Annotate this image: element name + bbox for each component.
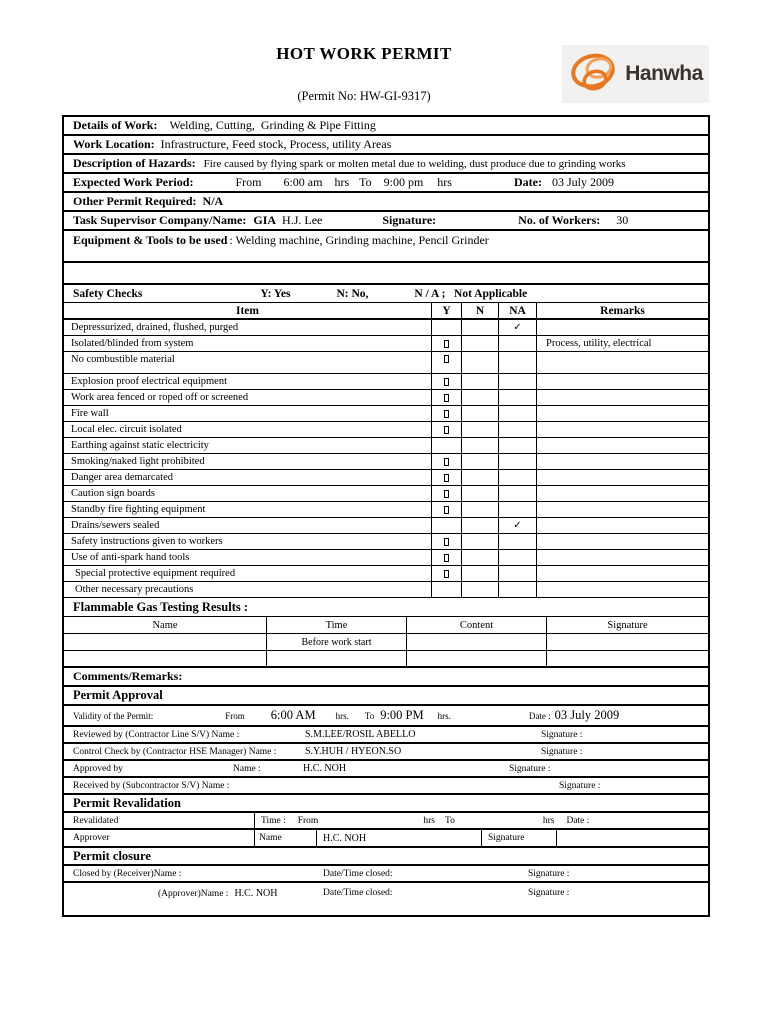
safety-item-label: Use of anti-spark hand tools: [64, 550, 432, 565]
safety-remarks: [537, 470, 708, 485]
y-checkbox: [432, 320, 462, 335]
safety-remarks: [537, 550, 708, 565]
safety-item-label: No combustible material: [64, 352, 432, 373]
gas-content-cell: [407, 651, 547, 666]
y-checkbox: [432, 582, 462, 597]
closure-signature-label: Signature :: [528, 868, 570, 879]
validity-to-value: 9:00 PM: [380, 708, 424, 722]
safety-item-label: Isolated/blinded from system: [64, 336, 432, 351]
work-location-value: Infrastructure, Feed stock, Process, utility Areas: [160, 137, 392, 151]
approver-row: [64, 830, 708, 848]
na-checkbox: [499, 534, 537, 549]
approver-name-label: Name: [255, 830, 317, 846]
safety-item-label: Depressurized, drained, flushed, purged: [64, 320, 432, 335]
gas-col-name: Name: [64, 617, 267, 633]
y-checkbox: [432, 336, 462, 351]
safety-item-label: Earthing against static electricity: [64, 438, 432, 453]
supervisor-signature-label: Signature:: [382, 213, 437, 227]
y-checkbox: [432, 502, 462, 517]
na-checkbox: [499, 486, 537, 501]
safety-item-label: Special protective equipment required: [64, 566, 432, 581]
y-checkbox: [432, 390, 462, 405]
approval-row: [64, 761, 708, 778]
hrs1-label: hrs: [423, 815, 435, 826]
approver-closed-label-text: (Approver)Name :: [158, 888, 229, 899]
safety-remarks: [537, 486, 708, 501]
approval-title: Permit Approval: [64, 687, 708, 706]
period-to-label: To: [359, 175, 372, 189]
approval-name-label: Name :: [233, 763, 261, 774]
closure-row: [64, 883, 708, 903]
na-checkbox: [499, 406, 537, 421]
legend-na: N / A ; Not Applicable: [414, 287, 528, 300]
revalidated-time-fields: [255, 816, 708, 826]
work-location-label: Work Location:: [73, 137, 155, 151]
gas-table-header: [64, 617, 708, 634]
safety-row: [64, 390, 708, 406]
supervisor-label: Task Supervisor Company/Name:: [73, 213, 247, 227]
na-checkbox: [499, 502, 537, 517]
legend-no: N: No,: [336, 287, 369, 300]
approver-name-value: H.C. NOH: [317, 830, 482, 846]
gas-time-cell: [267, 651, 407, 666]
supervisor-name: H.J. Lee: [282, 213, 323, 227]
safety-row: [64, 470, 708, 486]
n-checkbox: [462, 406, 499, 421]
validity-hrs2: hrs.: [437, 710, 451, 721]
safety-item-label: Other necessary precautions: [64, 582, 432, 597]
time-label: Time :: [261, 815, 286, 826]
validity-to-label: To: [364, 710, 375, 721]
safety-remarks: Process, utility, electrical: [546, 338, 652, 349]
comments-row: Comments/Remarks:: [64, 668, 708, 687]
equipment-label: Equipment & Tools to be used: [73, 233, 228, 247]
safety-item-label: Local elec. circuit isolated: [64, 422, 432, 437]
other-permit-label: Other Permit Required:: [73, 194, 197, 208]
na-checkbox: [499, 454, 537, 469]
safety-item-label: Caution sign boards: [64, 486, 432, 501]
gas-testing-title: Flammable Gas Testing Results :: [64, 598, 708, 617]
workers-value: 30: [616, 213, 629, 227]
y-checkbox: [432, 406, 462, 421]
gas-row: [64, 651, 708, 668]
approver-label: Approver: [64, 830, 255, 846]
gas-row: [64, 634, 708, 651]
hanwha-wordmark: Hanwha: [625, 62, 703, 85]
col-n: N: [462, 303, 499, 318]
n-checkbox: [462, 374, 499, 389]
from-label: From: [297, 815, 319, 826]
safety-row: [64, 550, 708, 566]
y-checkbox: [432, 550, 462, 565]
n-checkbox: [462, 438, 499, 453]
hazards-label: Description of Hazards:: [73, 156, 196, 170]
safety-remarks: [537, 502, 708, 517]
col-y: Y: [432, 303, 462, 318]
approval-signature-label: Signature :: [509, 763, 551, 774]
safety-item-label: Danger area demarcated: [64, 470, 432, 485]
gas-time-cell: Before work start: [267, 634, 407, 650]
details-of-work-value: Welding, Cutting, Grinding & Pipe Fitting: [169, 118, 376, 132]
permit-form: [62, 115, 710, 917]
hanwha-circles-icon: [568, 47, 620, 102]
col-na: NA: [499, 303, 537, 318]
approval-label: Received by (Subcontractor S/V) Name :: [73, 780, 230, 791]
safety-remarks: [537, 566, 708, 581]
na-checkbox: [499, 374, 537, 389]
approval-name-value: H.C. NOH: [303, 763, 347, 774]
safety-item-label: Fire wall: [64, 406, 432, 421]
na-checkbox: [499, 422, 537, 437]
to-label: To: [444, 815, 455, 826]
approval-label: Control Check by (Contractor HSE Manager) Name :: [73, 746, 277, 757]
safety-remarks: [537, 518, 708, 533]
col-item: Item: [64, 303, 432, 318]
approval-name-value: S.M.LEE/ROSIL ABELLO: [305, 729, 416, 740]
closure-row: [64, 866, 708, 883]
gas-col-time: Time: [267, 617, 407, 633]
safety-remarks: [537, 454, 708, 469]
y-checkbox: [432, 470, 462, 485]
revalidated-label: Revalidated: [64, 813, 255, 828]
y-checkbox: [432, 534, 462, 549]
approval-label: Reviewed by (Contractor Line S/V) Name :: [73, 729, 240, 740]
n-checkbox: [462, 518, 499, 533]
approval-label: Approved by: [73, 763, 123, 774]
details-of-work-label: Details of Work:: [73, 118, 158, 132]
work-period-row: [64, 174, 708, 193]
legend-yes: Y: Yes: [260, 287, 291, 300]
na-checkbox: [499, 438, 537, 453]
safety-item-label: Standby fire fighting equipment: [64, 502, 432, 517]
approval-row: [64, 744, 708, 761]
other-permit-row: [64, 193, 708, 212]
revalidated-row: [64, 813, 708, 830]
safety-row: [64, 422, 708, 438]
details-of-work-row: [64, 117, 708, 136]
na-checkbox: [499, 566, 537, 581]
validity-date-value: 03 July 2009: [554, 708, 620, 722]
period-date-value: 03 July 2009: [551, 175, 614, 189]
approver-closed-name-value: H.C. NOH: [234, 887, 278, 899]
safety-remarks: [537, 352, 708, 373]
safety-remarks: [537, 438, 708, 453]
safety-remarks: [537, 582, 708, 597]
safety-remarks: [537, 320, 708, 335]
n-checkbox: [462, 320, 499, 335]
gas-name-cell: [64, 651, 267, 666]
safety-row: [64, 582, 708, 598]
n-checkbox: [462, 502, 499, 517]
y-checkbox: [432, 486, 462, 501]
gas-col-signature: Signature: [607, 619, 648, 631]
supervisor-row: [64, 212, 708, 231]
safety-row: [64, 454, 708, 470]
approval-row: [64, 727, 708, 744]
approver-closed-label: [73, 888, 323, 899]
hazards-value: Fire caused by flying spark or molten metal due to welding, dust produce due to grinding works: [203, 157, 626, 170]
closure-signature-label: Signature :: [528, 888, 570, 898]
y-checkbox: [432, 454, 462, 469]
gas-name-cell: [64, 634, 267, 650]
safety-remarks: [537, 422, 708, 437]
validity-hrs1: hrs.: [335, 710, 349, 721]
closed-by-label-text: Closed by (Receiver)Name :: [73, 869, 182, 879]
safety-item-label: Explosion proof electrical equipment: [64, 374, 432, 389]
datetime-closed-label: Date/Time closed:: [323, 888, 393, 898]
supervisor-company: GIA: [253, 213, 277, 227]
period-to-value: 9:00 pm: [383, 175, 424, 189]
section-gap: [64, 263, 708, 285]
safety-row: [64, 438, 708, 454]
safety-remarks: [537, 374, 708, 389]
safety-row: [64, 534, 708, 550]
datetime-closed-label: Date/Time closed:: [323, 868, 393, 879]
work-location-row: [64, 136, 708, 155]
n-checkbox: [462, 470, 499, 485]
safety-row: [64, 502, 708, 518]
y-checkbox: [432, 518, 462, 533]
closure-title: Permit closure: [64, 848, 708, 866]
na-checkbox: ✓: [499, 320, 537, 335]
gas-signature-cell: [547, 651, 708, 666]
safety-table-header: [64, 303, 708, 320]
n-checkbox: [462, 582, 499, 597]
page-title: HOT WORK PERMIT: [276, 44, 452, 63]
n-checkbox: [462, 352, 499, 373]
y-checkbox: [432, 374, 462, 389]
validity-row: [64, 706, 708, 727]
other-permit-value: N/A: [202, 194, 224, 208]
safety-remarks: [537, 406, 708, 421]
na-checkbox: [499, 336, 537, 351]
equipment-row: [64, 231, 708, 263]
safety-row: [64, 486, 708, 502]
closed-by-label: [73, 868, 323, 879]
safety-row: [64, 352, 708, 374]
n-checkbox: [462, 390, 499, 405]
safety-row: [64, 406, 708, 422]
revalidation-title: Permit Revalidation: [64, 795, 708, 813]
approval-row: [64, 778, 708, 795]
approval-signature-label: Signature :: [541, 746, 583, 757]
safety-row: [64, 320, 708, 336]
period-hrs1: hrs: [334, 175, 350, 189]
gas-content-cell: [407, 634, 547, 650]
n-checkbox: [462, 550, 499, 565]
safety-item-label: Work area fenced or roped off or screened: [64, 390, 432, 405]
gas-col-content: Content: [407, 617, 547, 633]
approval-name-value: S.Y.HUH / HYEON.SO: [305, 746, 402, 757]
period-date-label: Date:: [513, 175, 542, 189]
period-from-value: 6:00 am: [283, 175, 323, 189]
n-checkbox: [462, 566, 499, 581]
safety-checks-title: Safety Checks: [73, 287, 143, 300]
na-checkbox: [499, 582, 537, 597]
na-checkbox: ✓: [499, 518, 537, 533]
equipment-value: : Welding machine, Grinding machine, Pencil Grinder: [229, 233, 489, 247]
validity-date-label: Date :: [528, 710, 551, 721]
period-hrs2: hrs: [437, 175, 452, 189]
gas-signature-cell: [547, 634, 708, 650]
workers-label: No. of Workers:: [518, 213, 601, 227]
permit-number: (Permit No: HW-GI-9317): [297, 89, 431, 103]
safety-item-label: Smoking/naked light prohibited: [64, 454, 432, 469]
n-checkbox: [462, 422, 499, 437]
n-checkbox: [462, 454, 499, 469]
safety-row: [64, 518, 708, 534]
approval-signature-label: Signature :: [541, 729, 583, 740]
y-checkbox: [432, 438, 462, 453]
y-checkbox: [432, 566, 462, 581]
work-period-label: Expected Work Period:: [73, 175, 194, 189]
safety-row: [64, 566, 708, 582]
hrs2-label: hrs: [542, 815, 555, 826]
form-bottom-space: [64, 903, 708, 915]
na-checkbox: [499, 352, 537, 373]
validity-label: Validity of the Permit:: [73, 710, 154, 721]
na-checkbox: [499, 390, 537, 405]
hazards-row: [64, 155, 708, 174]
na-checkbox: [499, 470, 537, 485]
n-checkbox: [462, 534, 499, 549]
period-from-label: From: [235, 175, 262, 189]
date-label: Date :: [566, 815, 590, 826]
approval-signature-label: Signature :: [559, 780, 601, 791]
safety-row: [64, 374, 708, 390]
safety-remarks: [537, 534, 708, 549]
na-checkbox: [499, 550, 537, 565]
n-checkbox: [462, 486, 499, 501]
safety-item-label: Safety instructions given to workers: [64, 534, 432, 549]
safety-row: [64, 336, 708, 352]
validity-from-label: From: [225, 710, 245, 721]
n-checkbox: [462, 336, 499, 351]
approver-signature-label: Signature: [482, 830, 557, 846]
safety-checks-header: [64, 285, 708, 303]
safety-item-label: Drains/sewers sealed: [64, 518, 432, 533]
y-checkbox: [432, 422, 462, 437]
hanwha-logo: [562, 45, 709, 103]
col-remarks: Remarks: [600, 304, 645, 317]
validity-from-value: 6:00 AM: [270, 708, 316, 722]
safety-remarks: [537, 390, 708, 405]
y-checkbox: [432, 352, 462, 373]
